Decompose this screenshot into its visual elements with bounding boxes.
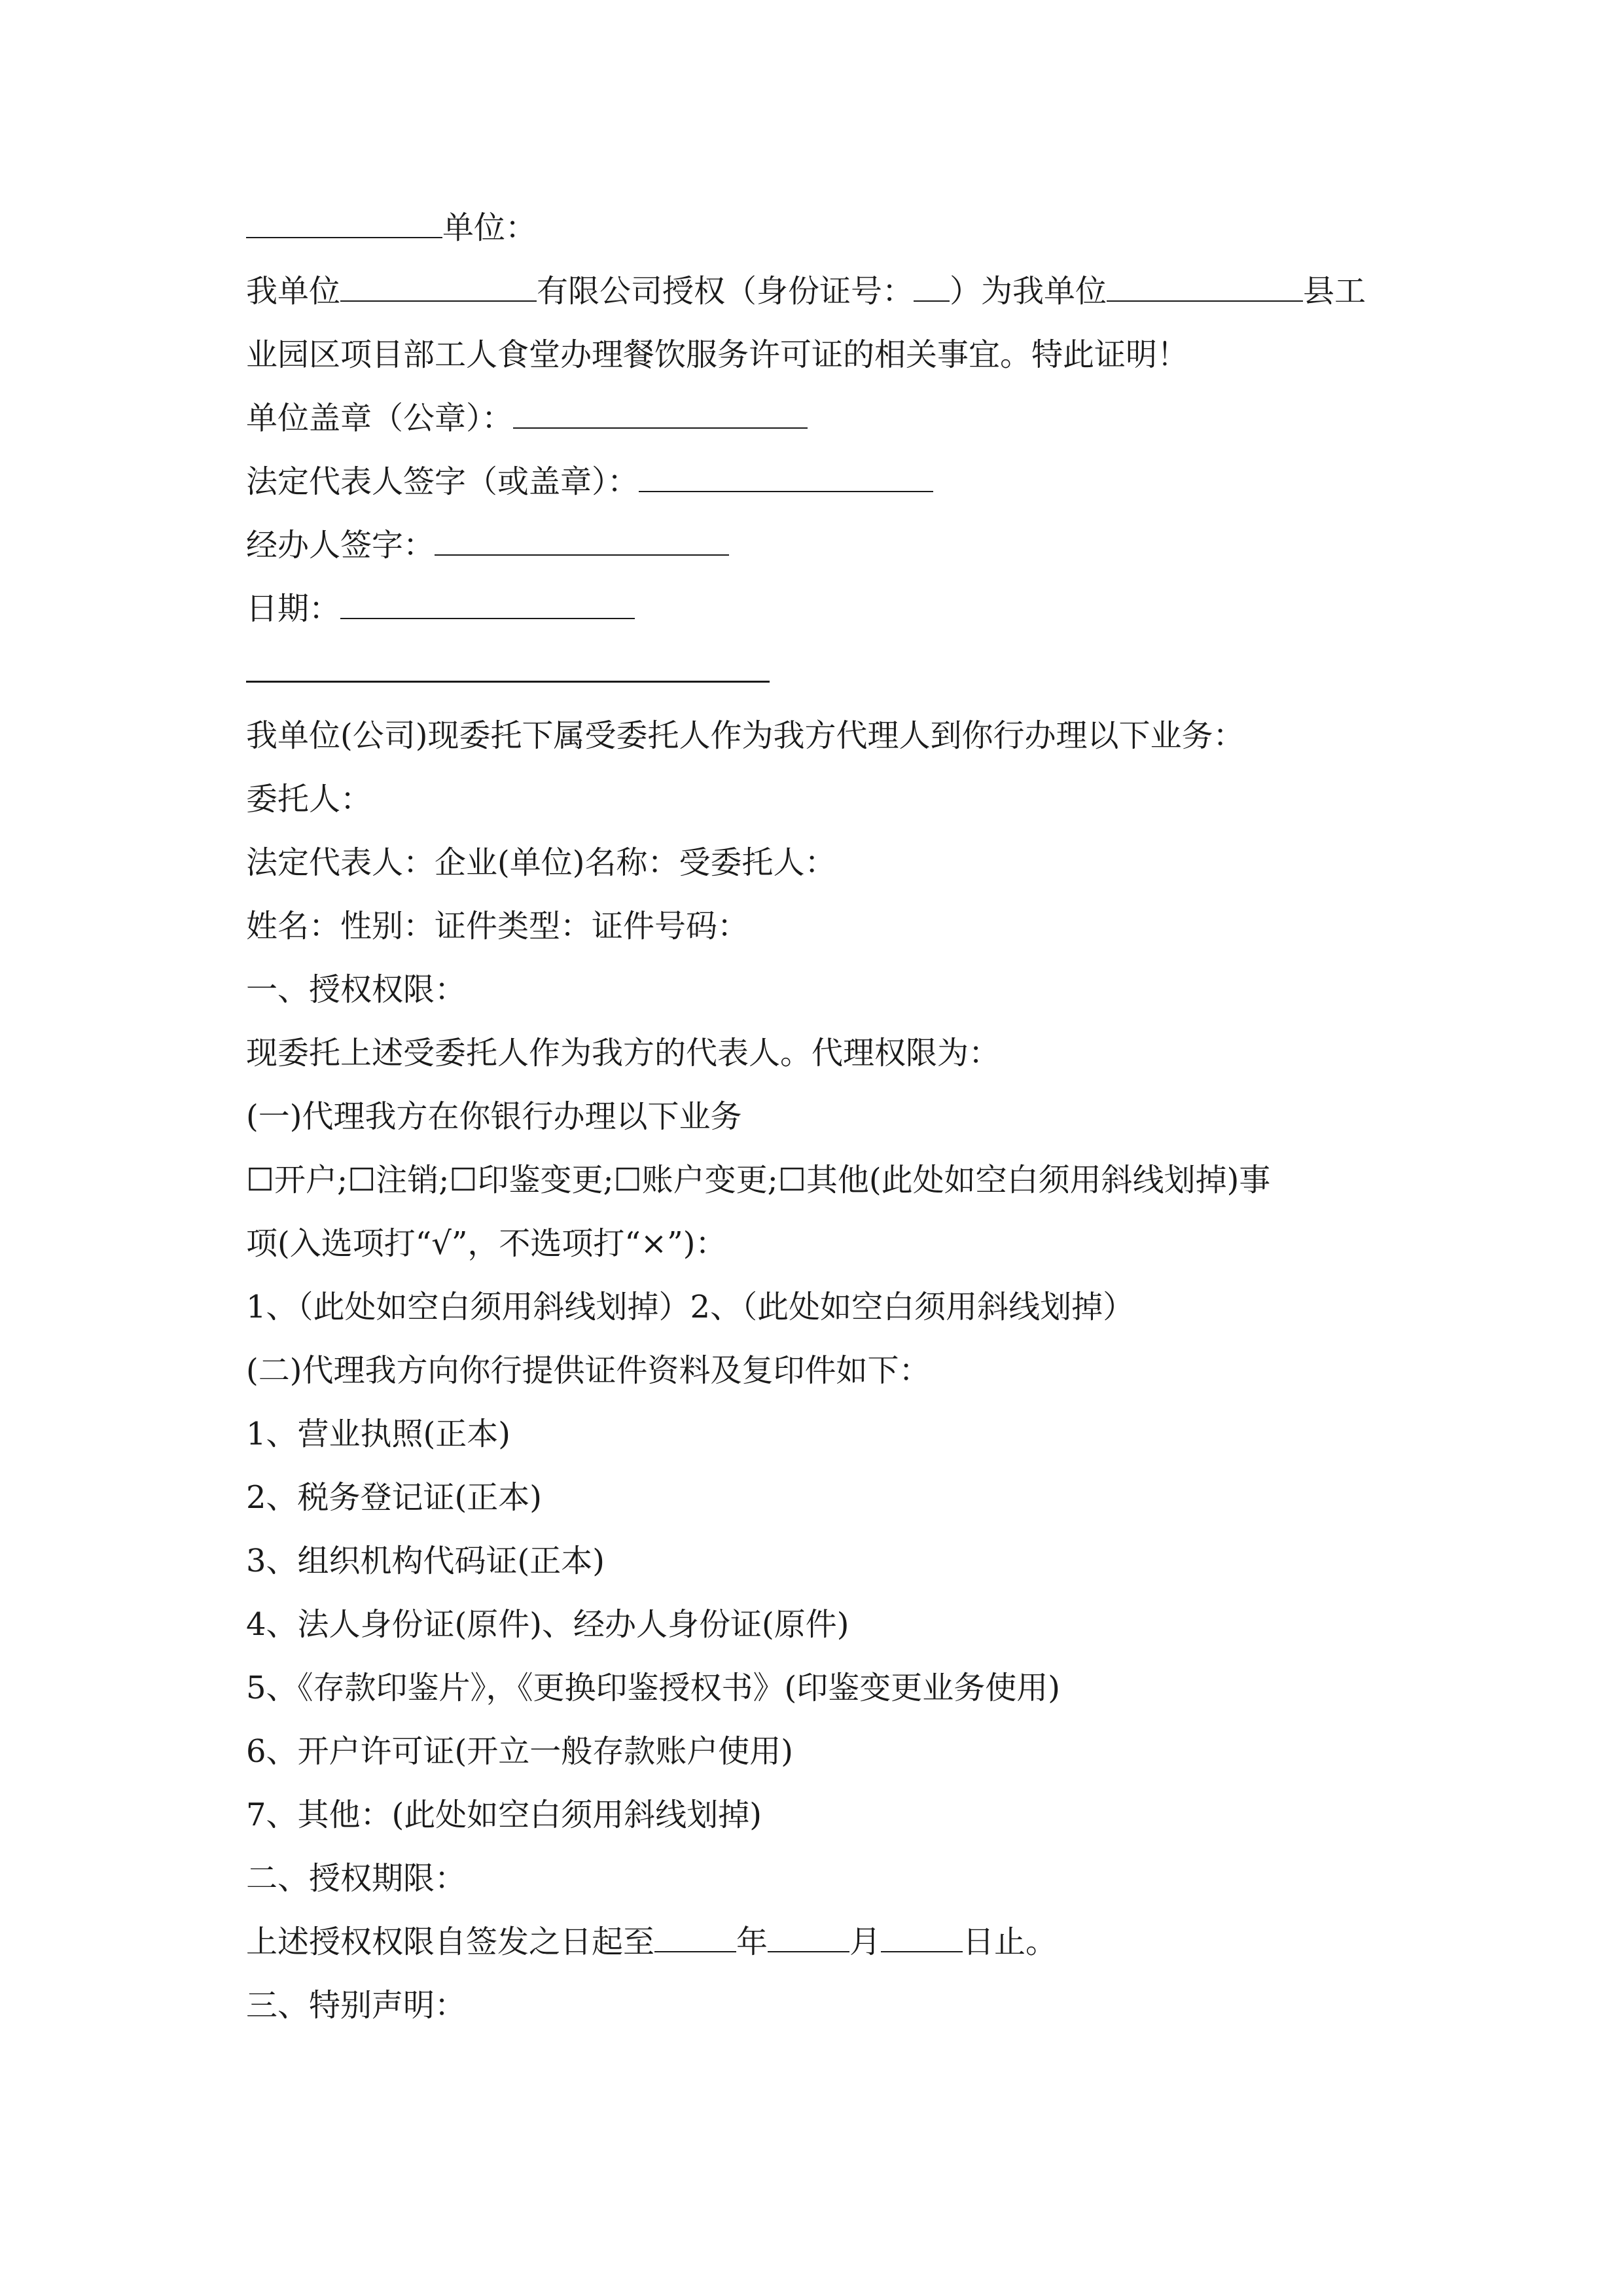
authorization-line-1 (246, 260, 1385, 323)
auth-text-2: 有限公司授权（身份证号： (537, 273, 914, 310)
doc-item: 4、法人身份证(原件)、经办人身份证(原件) (246, 1606, 849, 1643)
authorization-line-2: 业园区项目部工人食堂办理餐饮服务许可证的相关事宜。特此证明！ (246, 336, 1189, 373)
options-line: ☐开户;☐注销;☐印鉴变更;☐账户变更;☐其他(此处如空白须用斜线划掉)事 (246, 1162, 1271, 1198)
doc-item: 7、其他：(此处如空白须用斜线划掉) (246, 1797, 762, 1833)
addressee-blank (246, 213, 442, 238)
day-label: 日止。 (963, 1924, 1058, 1960)
seal-blank (513, 404, 808, 429)
id-number-blank (914, 277, 950, 302)
seal-label: 单位盖章（公章）： (246, 400, 514, 437)
year-blank (654, 1928, 736, 1952)
person-fields: 姓名：性别：证件类型：证件号码： (246, 908, 749, 944)
addressee-line (246, 196, 1385, 260)
handler-blank (435, 531, 729, 556)
auth-text-1: 我单位 (246, 273, 341, 310)
doc-item: 3、组织机构代码证(正本) (246, 1543, 605, 1579)
company-blank (340, 277, 537, 302)
section1-desc: 现委托上述受委托人作为我方的代表人。代理权限为： (246, 1035, 1001, 1071)
legal-rep-line (246, 450, 1385, 514)
year-label: 年 (736, 1924, 768, 1960)
sub1-title: (一)代理我方在你银行办理以下业务 (246, 1098, 742, 1135)
divider-line (246, 641, 1385, 704)
doc-item: 6、开户许可证(开立一般存款账户使用) (246, 1733, 793, 1770)
seal-line (246, 387, 1385, 450)
doc-item: 1、营业执照(正本) (246, 1416, 510, 1452)
section2-title: 二、授权期限： (246, 1860, 467, 1897)
handler-label: 经办人签字： (246, 527, 435, 564)
principal-label: 委托人： (246, 781, 372, 817)
period-line (246, 1910, 1385, 1974)
legal-rep-label: 法定代表人签字（或盖章）： (246, 463, 639, 500)
day-blank (881, 1928, 963, 1952)
doc-item: 5、《存款印鉴片》，《更换印鉴授权书》(印鉴变更业务使用) (246, 1670, 1060, 1706)
sub2-title: (二)代理我方向你行提供证件资料及复印件如下： (246, 1352, 931, 1389)
date-label: 日期： (246, 590, 341, 627)
auth-text-3: ）为我单位 (950, 273, 1107, 310)
items-blank-line: 1、（此处如空白须用斜线划掉）2、（此处如空白须用斜线划掉） (246, 1289, 1135, 1325)
doc-item: 2、税务登记证(正本) (246, 1479, 542, 1516)
county-blank (1107, 277, 1303, 302)
period-text: 上述授权权限自签发之日起至 (246, 1924, 655, 1960)
addressee-suffix: 单位： (442, 209, 537, 246)
section-divider (246, 661, 770, 683)
options-line-2: 项(入选项打“√”，不选项打“×”)： (246, 1225, 727, 1262)
handler-line (246, 514, 1385, 577)
auth-text-4: 县工 (1303, 273, 1366, 310)
month-blank (768, 1928, 849, 1952)
month-label: 月 (849, 1924, 882, 1960)
entrust-intro: 我单位(公司)现委托下属受委托人作为我方代理人到你行办理以下业务： (246, 717, 1245, 754)
principal-fields: 法定代表人：企业(单位)名称：受委托人： (246, 844, 836, 881)
date-line (246, 577, 1385, 641)
section3-title: 三、特别声明： (246, 1987, 467, 2024)
legal-rep-blank (639, 467, 933, 492)
section1-title: 一、授权权限： (246, 971, 467, 1008)
document-body (246, 196, 1385, 2037)
date-blank (340, 594, 635, 619)
